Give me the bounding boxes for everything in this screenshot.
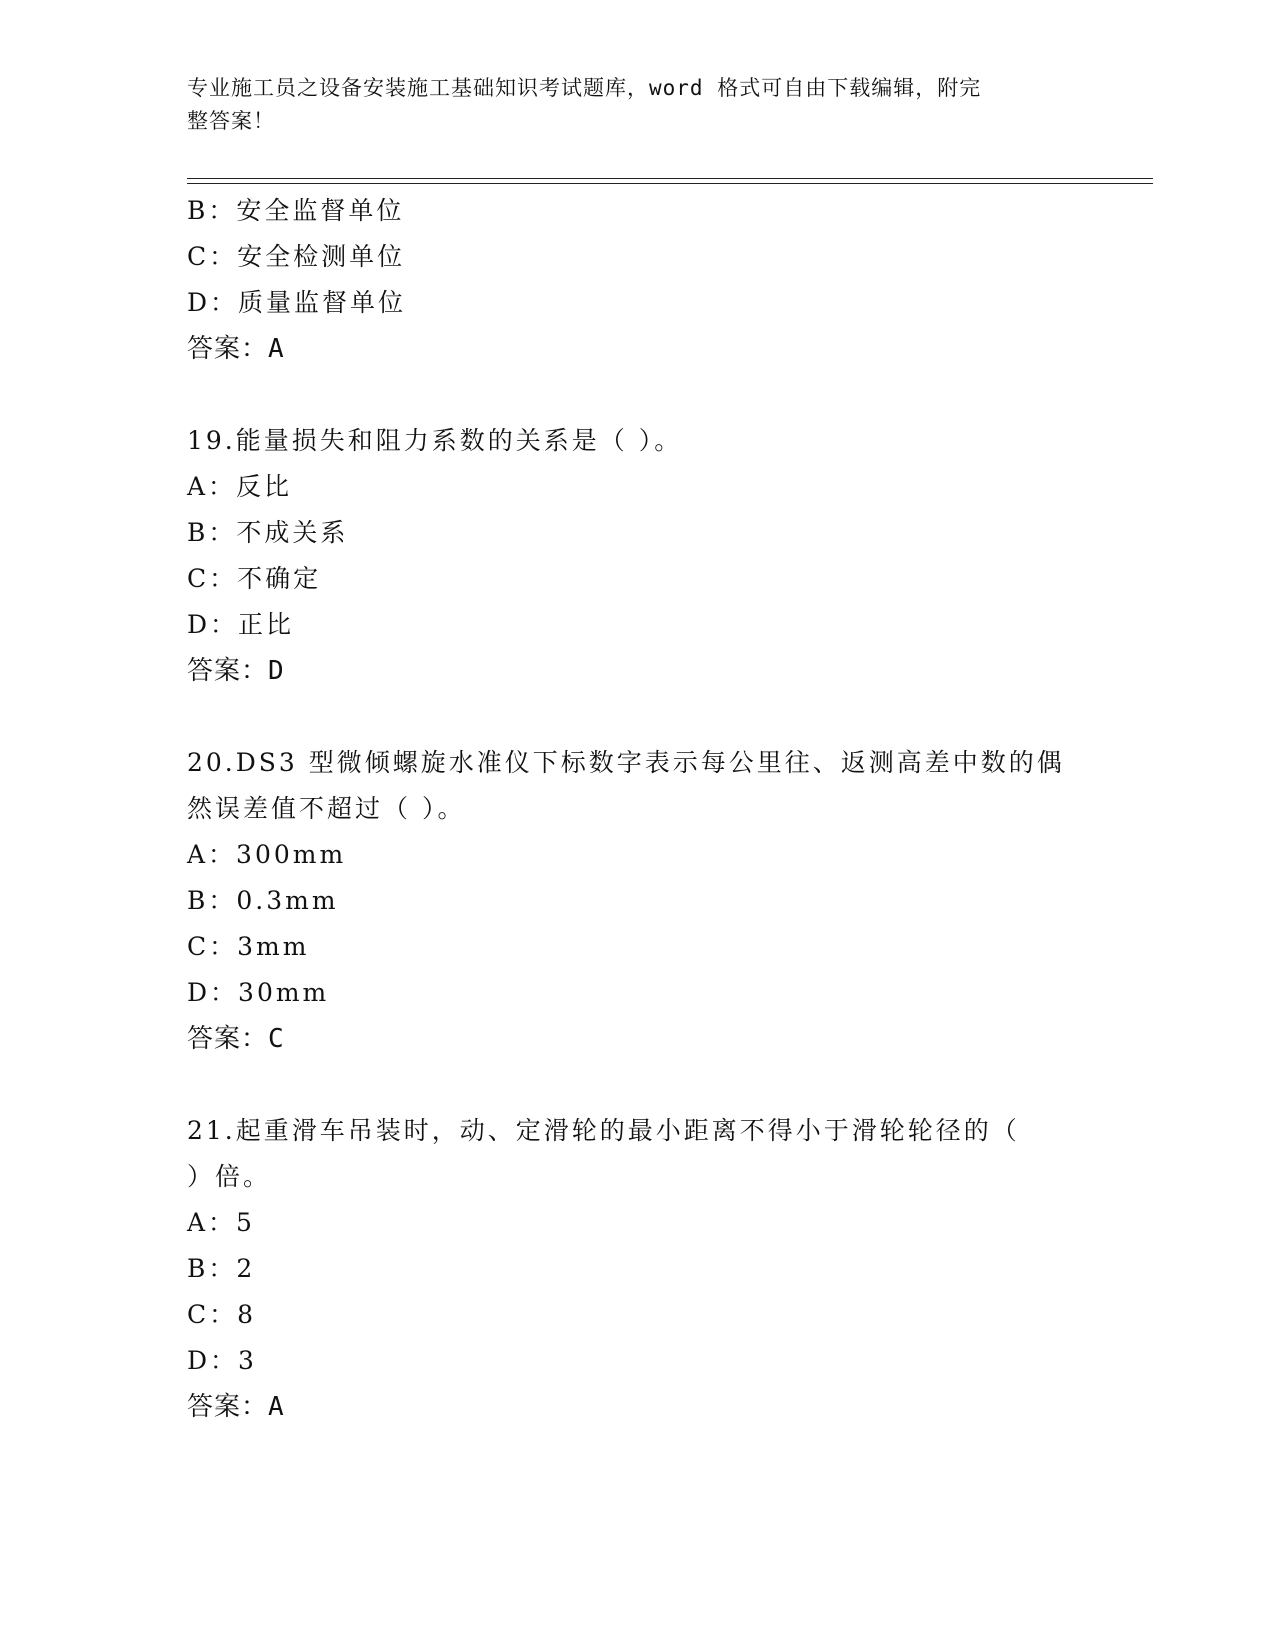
option-d: D：质量监督单位 <box>187 288 407 317</box>
option-b: B：0.3mm <box>187 886 339 915</box>
option-d: D：正比 <box>187 610 295 639</box>
question-text-line-2: 然误差值不超过（ ）。 <box>187 794 466 823</box>
spacer <box>187 1062 1067 1108</box>
question-18-tail <box>187 188 1067 372</box>
answer: 答案：A <box>187 1392 285 1422</box>
spacer <box>187 694 1067 740</box>
header-line-2: 整答案！ <box>187 109 275 133</box>
question-19 <box>187 418 1067 694</box>
option-a: A：300mm <box>187 840 347 869</box>
option-c: C：3mm <box>187 932 310 961</box>
answer: 答案：D <box>187 656 285 686</box>
question-text-line-1: 20.DS3 型微倾螺旋水准仪下标数字表示每公里往、返测高差中数的偶 <box>187 748 1065 777</box>
option-a: A：5 <box>187 1208 255 1237</box>
option-b: B：不成关系 <box>187 518 349 547</box>
question-text-line-1: 21.起重滑车吊装时，动、定滑轮的最小距离不得小于滑轮轮径的（ <box>187 1116 1020 1145</box>
document-header <box>187 72 1067 138</box>
header-line-1: 专业施工员之设备安装施工基础知识考试题库，word 格式可自由下载编辑，附完 <box>187 76 982 100</box>
option-a: A：反比 <box>187 472 293 501</box>
option-c: C：不确定 <box>187 564 322 593</box>
answer: 答案：C <box>187 1024 285 1054</box>
spacer <box>187 372 1067 418</box>
option-d: D：30mm <box>187 978 330 1007</box>
option-b: B：安全监督单位 <box>187 196 405 225</box>
question-text: 19.能量损失和阻力系数的关系是（ ）。 <box>187 426 683 455</box>
header-rule-bottom <box>187 183 1153 184</box>
question-21 <box>187 1108 1067 1430</box>
question-list <box>187 188 1067 1430</box>
header-rule-top <box>187 178 1153 179</box>
answer: 答案：A <box>187 334 285 364</box>
option-b: B：2 <box>187 1254 256 1283</box>
question-20 <box>187 740 1067 1062</box>
option-c: C：安全检测单位 <box>187 242 406 271</box>
option-d: D：3 <box>187 1346 257 1375</box>
option-c: C：8 <box>187 1300 257 1329</box>
question-text-line-2: ）倍。 <box>187 1162 272 1191</box>
